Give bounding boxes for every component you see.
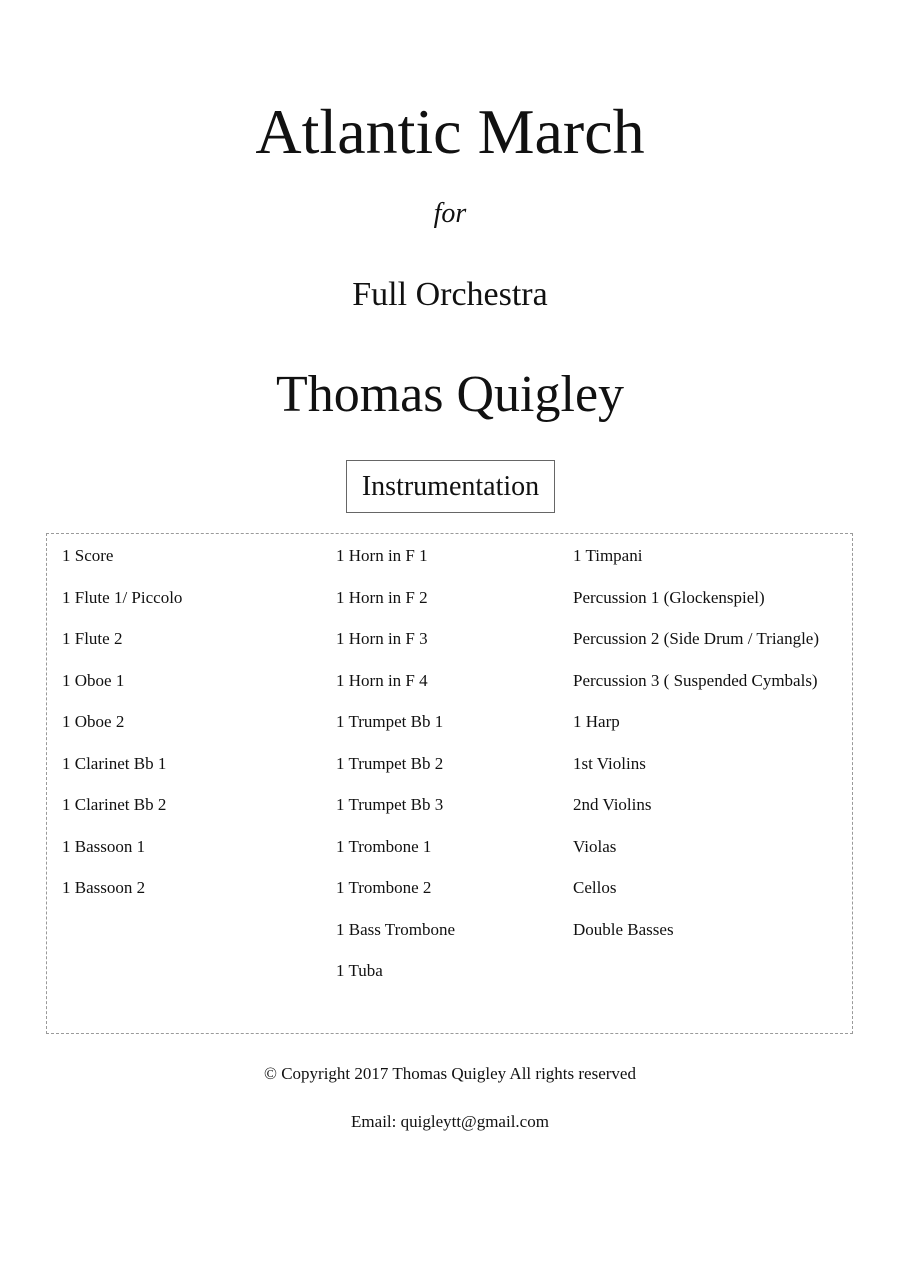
instrument-item: 2nd Violins [573,795,652,814]
contact-email: Email: quigleytt@gmail.com [351,1112,549,1131]
instrument-item: 1 Horn in F 4 [336,670,428,690]
instrument-item: 1 Trumpet Bb 2 [336,753,444,773]
instrument-item: 1 Oboe 1 [62,670,125,690]
instrument-item: 1 Timpani [573,546,643,565]
copyright-notice: © Copyright 2017 Thomas Quigley All rights reserved [264,1064,636,1083]
instrument-item: 1 Clarinet Bb 2 [62,795,167,814]
instrument-item: 1 Oboe 2 [62,712,125,731]
composer-name: Thomas Quigley [275,366,625,423]
instrument-item: 1 Flute 2 [62,629,123,648]
instrument-column-1 [62,542,182,916]
instrument-item: 1 Horn in F 3 [336,629,428,648]
instrument-item: 1 Horn in F 2 [336,587,428,607]
score-title: Atlantic March [255,96,645,167]
instrument-item: 1 Trombone 2 [336,878,432,897]
instrumentation-list [46,533,853,1034]
instrument-item: Percussion 1 (Glockenspiel) [573,587,765,607]
instrument-item: 1 Score [62,546,114,565]
instrument-item: 1 Clarinet Bb 1 [62,753,167,773]
instrument-item: Percussion 3 ( Suspended Cymbals) [573,670,818,690]
instrument-column-2 [336,542,455,999]
instrument-item: 1 Tuba [336,961,383,980]
instrument-item: Percussion 2 (Side Drum / Triangle) [573,629,820,648]
instrument-item: 1st Violins [573,753,646,773]
instrumentation-heading: Instrumentation [346,460,555,513]
instrument-column-3 [573,542,819,957]
instrument-item: 1 Bassoon 1 [62,836,146,856]
instrument-item: 1 Harp [573,712,620,731]
instrument-item: Double Basses [573,919,674,939]
instrument-item: Cellos [573,878,617,897]
instrument-item: 1 Horn in F 1 [336,546,428,565]
instrument-item: 1 Trombone 1 [336,836,432,856]
instrument-item: 1 Trumpet Bb 3 [336,795,444,814]
instrument-item: 1 Trumpet Bb 1 [336,712,444,731]
instrument-item: 1 Flute 1/ Piccolo [62,587,183,607]
instrument-item: 1 Bass Trombone [336,919,456,939]
for-label: for [433,198,467,229]
instrument-item: Violas [573,836,617,856]
instrument-item: 1 Bassoon 2 [62,878,146,897]
ensemble-label: Full Orchestra [352,276,548,313]
